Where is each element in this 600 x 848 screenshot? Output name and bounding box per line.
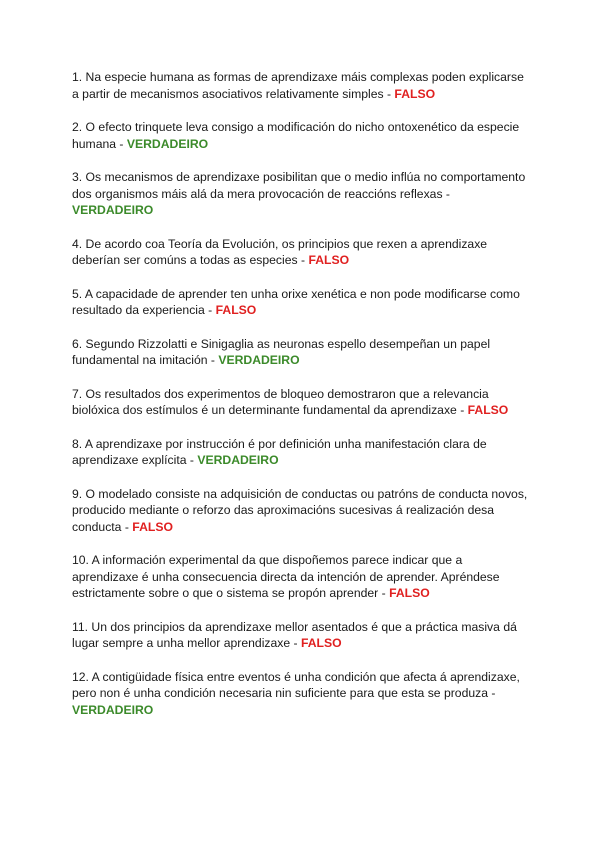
statement-text: 7. Os resultados dos experimentos de bloqueo demostraron que a relevancia biolóxica dos estímulos é un determinante fundamental da aprendizaxe - bbox=[72, 386, 489, 417]
answer-label: FALSO bbox=[389, 586, 430, 600]
statement-text: 10. A información experimental da que dispoñemos parece indicar que a aprendizaxe é unha consecuencia directa da intención de aprender. Apréndese estrictamente sobre o que o sistema se propón aprender - bbox=[72, 553, 500, 600]
statement-item bbox=[72, 486, 532, 536]
statement-text: 2. O efecto trinquete leva consigo a modificación do nicho ontoxenético da especie humana - bbox=[72, 120, 520, 151]
statement-item bbox=[72, 386, 532, 419]
answer-label: FALSO bbox=[132, 519, 173, 534]
answer-label: FALSO bbox=[300, 636, 342, 650]
statement-item bbox=[72, 436, 532, 469]
statement-item bbox=[72, 286, 532, 319]
answer-label: FALSO bbox=[215, 303, 257, 317]
statement-item bbox=[72, 336, 532, 369]
answer-label: VERDADEIRO bbox=[197, 453, 279, 467]
statement-item bbox=[72, 119, 532, 152]
statement-item bbox=[72, 552, 532, 602]
statement-text: 4. De acordo coa Teoría da Evolución, os principios que rexen a aprendizaxe deberían ser comúns a todas as especies - bbox=[72, 236, 488, 267]
statement-text: 6. Segundo Rizzolatti e Sinigaglia as neuronas espello desempeñan un papel fundamental na imitación - bbox=[72, 336, 491, 367]
statement-text: 3. Os mecanismos de aprendizaxe posibilitan que o medio inflúa no comportamento dos organismos máis alá da mera provocación de reaccións reflexas - bbox=[72, 170, 526, 201]
statement-text: 9. O modelado consiste na adquisición de conductas ou patróns de conducta novos, producido mediante o reforzo das aproximacións sucesivas á realización desa conducta - bbox=[72, 486, 528, 534]
statement-item bbox=[72, 236, 532, 269]
statement-text: 11. Un dos principios da aprendizaxe mellor asentados é que a práctica masiva dá lugar sempre a unha mellor aprendizaxe - bbox=[72, 619, 517, 650]
document-page bbox=[72, 69, 532, 735]
answer-label: FALSO bbox=[467, 403, 509, 417]
statement-text: 1. Na especie humana as formas de aprendizaxe máis complexas poden explicarse a partir de mecanismos asociativos relativamente simples - bbox=[72, 70, 524, 101]
answer-label: FALSO bbox=[308, 253, 350, 267]
statement-item bbox=[72, 669, 532, 719]
statement-text: 12. A contigüidade física entre eventos é unha condición que afecta á aprendizaxe, pero non é unha condición necesaria nin suficiente para que esta se produza - bbox=[72, 669, 520, 700]
statement-text: 8. A aprendizaxe por instrucción é por definición unha manifestación clara de aprendizaxe explícita - bbox=[72, 436, 487, 467]
answer-label: VERDADEIRO bbox=[126, 136, 209, 151]
statement-text: 5. A capacidade de aprender ten unha orixe xenética e non pode modificarse como resultado da experiencia - bbox=[72, 286, 520, 317]
statement-item bbox=[72, 619, 532, 652]
statement-item bbox=[72, 69, 532, 102]
answer-label: VERDADEIRO bbox=[72, 702, 154, 717]
answer-label: VERDADEIRO bbox=[218, 353, 300, 367]
answer-label: VERDADEIRO bbox=[72, 203, 154, 217]
statement-item bbox=[72, 169, 532, 219]
answer-label: FALSO bbox=[394, 86, 436, 101]
